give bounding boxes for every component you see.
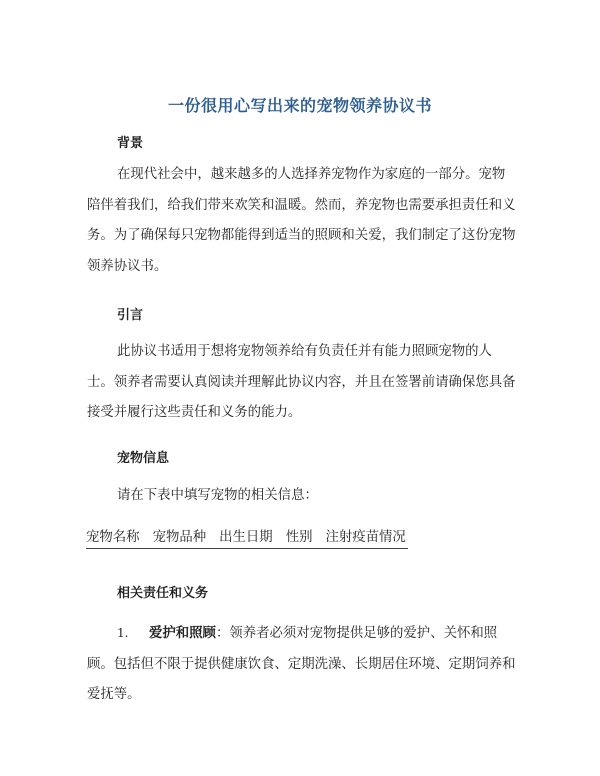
section-heading-duties: 相关责任和义务 [117, 586, 209, 601]
table-header-cell: 注射疫苗情况 [325, 530, 406, 545]
table-header-cell: 宠物品种 [152, 530, 207, 545]
section-heading-background: 背景 [117, 136, 144, 151]
section-heading-pet-info: 宠物信息 [117, 451, 170, 466]
pet-info-instruction: 请在下表中填写宠物的相关信息： [117, 488, 318, 503]
table-header-cell: 性别 [285, 530, 313, 545]
document-title: 一份很用心写出来的宠物领养协议书 [167, 96, 432, 115]
duty-list-item [87, 618, 517, 711]
list-item-number: 1. [117, 626, 129, 640]
background-paragraph: 在现代社会中，越来越多的人选择养宠物作为家庭的一部分。宠物陪伴着我们，给我们带来欢笑和温暖。然而，养宠物也需要承担责任和义务。为了确保每只宠物都能得到适当的照顾和关爱，我们制定了这份宠物领养协议书。 [87, 167, 516, 274]
pet-info-table-header [86, 526, 408, 549]
section-heading-intro: 引言 [117, 308, 144, 323]
intro-paragraph: 此协议书适用于想将宠物领养给有负责任并有能力照顾宠物的人士。领养者需要认真阅读并理解此协议内容，并且在签署前请确保您具备接受并履行这些责任和义务的能力。 [87, 344, 516, 420]
list-item-text: ：领养者必须对宠物提供足够的爱护、关怀和照顾。包括但不限于提供健康饮食、定期洗澡、长期居住环境、定期饲养和爱抚等。 [87, 626, 516, 702]
table-header-cell: 出生日期 [219, 530, 273, 545]
table-header-cell: 宠物名称 [86, 530, 140, 545]
list-item-bold-label: 爱护和照顾 [149, 625, 216, 641]
